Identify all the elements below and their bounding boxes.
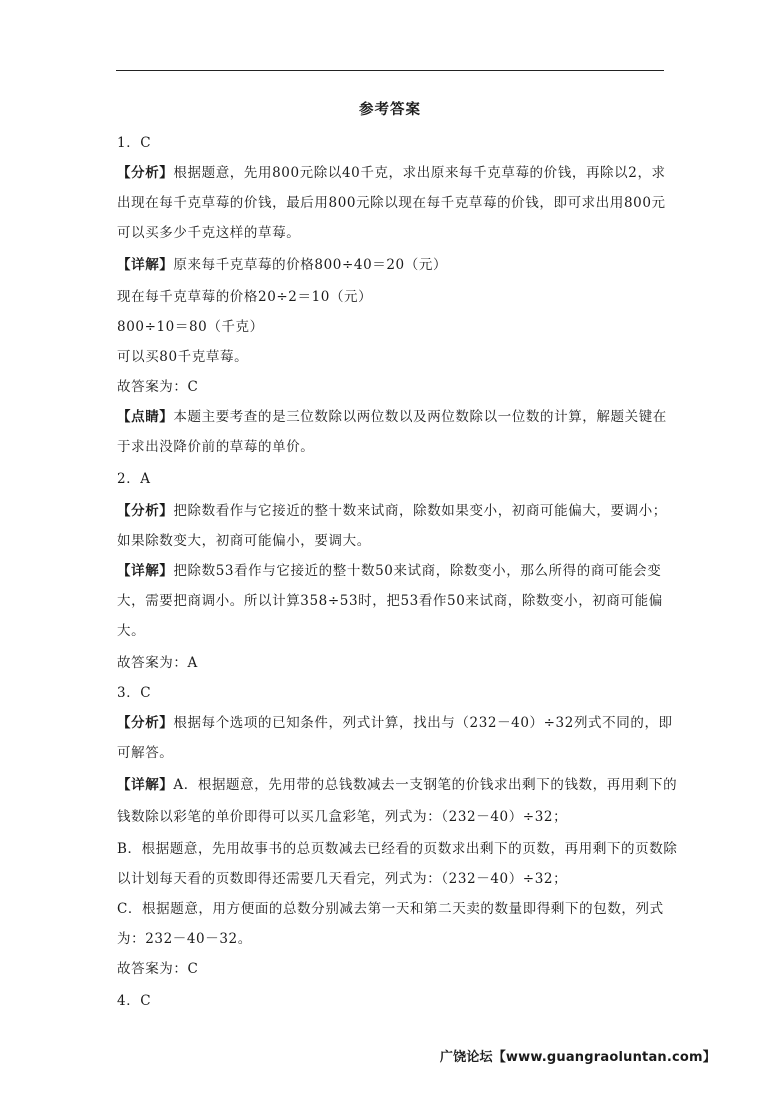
q2-detail-line — [117, 562, 661, 580]
point-tag: 【点睛】 — [117, 409, 174, 425]
q2-detail-line: 大，需要把商调小。所以计算358÷53时，把53看作50来试商，除数变小，初商可能偏 — [117, 593, 663, 609]
q3-detail-text: A．根据题意，先用带的总钱数减去一支钢笔的价钱求出剩下的钱数，再用剩下的 — [173, 777, 678, 793]
q1-final-answer: 故答案为：C — [117, 379, 199, 395]
q1-analysis-text: 根据题意，先用800元除以40千克，求出原来每千克草莓的价钱，再除以2，求 — [173, 165, 666, 181]
q3-answer: 3．C — [117, 685, 152, 701]
analysis-tag: 【分析】 — [117, 165, 174, 181]
q2-detail-text: 把除数53看作与它接近的整十数50来试商，除数变小，那么所得的商可能会变 — [173, 563, 662, 579]
q2-answer: 2．A — [117, 471, 151, 487]
q1-detail-line — [117, 256, 447, 274]
q1-point-line: 于求出没降价前的草莓的单价。 — [117, 439, 315, 455]
q1-detail-line: 可以买80千克草莓。 — [117, 349, 249, 365]
q1-point-text: 本题主要考查的是三位数除以两位数以及两位数除以一位数的计算，解题关键在 — [173, 409, 667, 425]
q3-analysis-line — [117, 714, 673, 732]
q2-analysis-line — [117, 502, 667, 520]
q3-detail-line — [117, 776, 677, 794]
q1-answer: 1．C — [117, 135, 152, 151]
detail-tag: 【详解】 — [117, 257, 174, 273]
q3-analysis-line: 可解答。 — [117, 745, 174, 761]
q3-detail-line: 钱数除以彩笔的单价即得可以买几盒彩笔，列式为：（232－40）÷32； — [117, 809, 568, 825]
q1-point-line — [117, 408, 667, 426]
q3-detail-line: 为：232－40－32。 — [117, 931, 252, 947]
q2-analysis-line: 如果除数变大，初商可能偏小，要调大。 — [117, 533, 371, 549]
q3-final-answer: 故答案为：C — [117, 961, 199, 977]
q2-detail-line: 大。 — [117, 623, 146, 639]
q1-analysis-line — [117, 164, 666, 182]
document-title: 参考答案 — [359, 102, 421, 118]
q3-detail-line: C．根据题意，用方便面的总数分别减去第一天和第二天卖的数量即得剩下的包数，列式 — [117, 901, 664, 917]
q1-analysis-line: 可以买多少千克这样的草莓。 — [117, 225, 301, 241]
q2-analysis-text: 把除数看作与它接近的整十数来试商，除数如果变小，初商可能偏大，要调小； — [173, 503, 667, 519]
q3-analysis-text: 根据每个选项的已知条件，列式计算，找出与（232－40）÷32列式不同的，即 — [173, 715, 673, 731]
q2-final-answer: 故答案为：A — [117, 655, 198, 671]
q3-detail-line: B．根据题意，先用故事书的总页数减去已经看的页数求出剩下的页数，再用剩下的页数除 — [117, 841, 678, 857]
detail-tag: 【详解】 — [117, 777, 174, 793]
q1-analysis-line: 出现在每千克草莓的价钱，最后用800元除以现在每千克草莓的价钱，即可求出用800元 — [117, 195, 666, 211]
analysis-tag: 【分析】 — [117, 715, 174, 731]
detail-tag: 【详解】 — [117, 563, 174, 579]
footer-watermark: 广饶论坛【www.guangraoluntan.com】 — [439, 1050, 716, 1065]
q1-detail-line: 现在每千克草莓的价格20÷2＝10（元） — [117, 289, 373, 305]
q4-answer: 4．C — [117, 993, 152, 1009]
header-rule — [116, 70, 664, 71]
q1-detail-text: 原来每千克草莓的价格800÷40＝20（元） — [173, 257, 448, 273]
q3-detail-line: 以计划每天看的页数即得还需要几天看完，列式为：（232－40）÷32； — [117, 871, 568, 887]
analysis-tag: 【分析】 — [117, 503, 174, 519]
q1-detail-line: 800÷10＝80（千克） — [117, 319, 264, 335]
